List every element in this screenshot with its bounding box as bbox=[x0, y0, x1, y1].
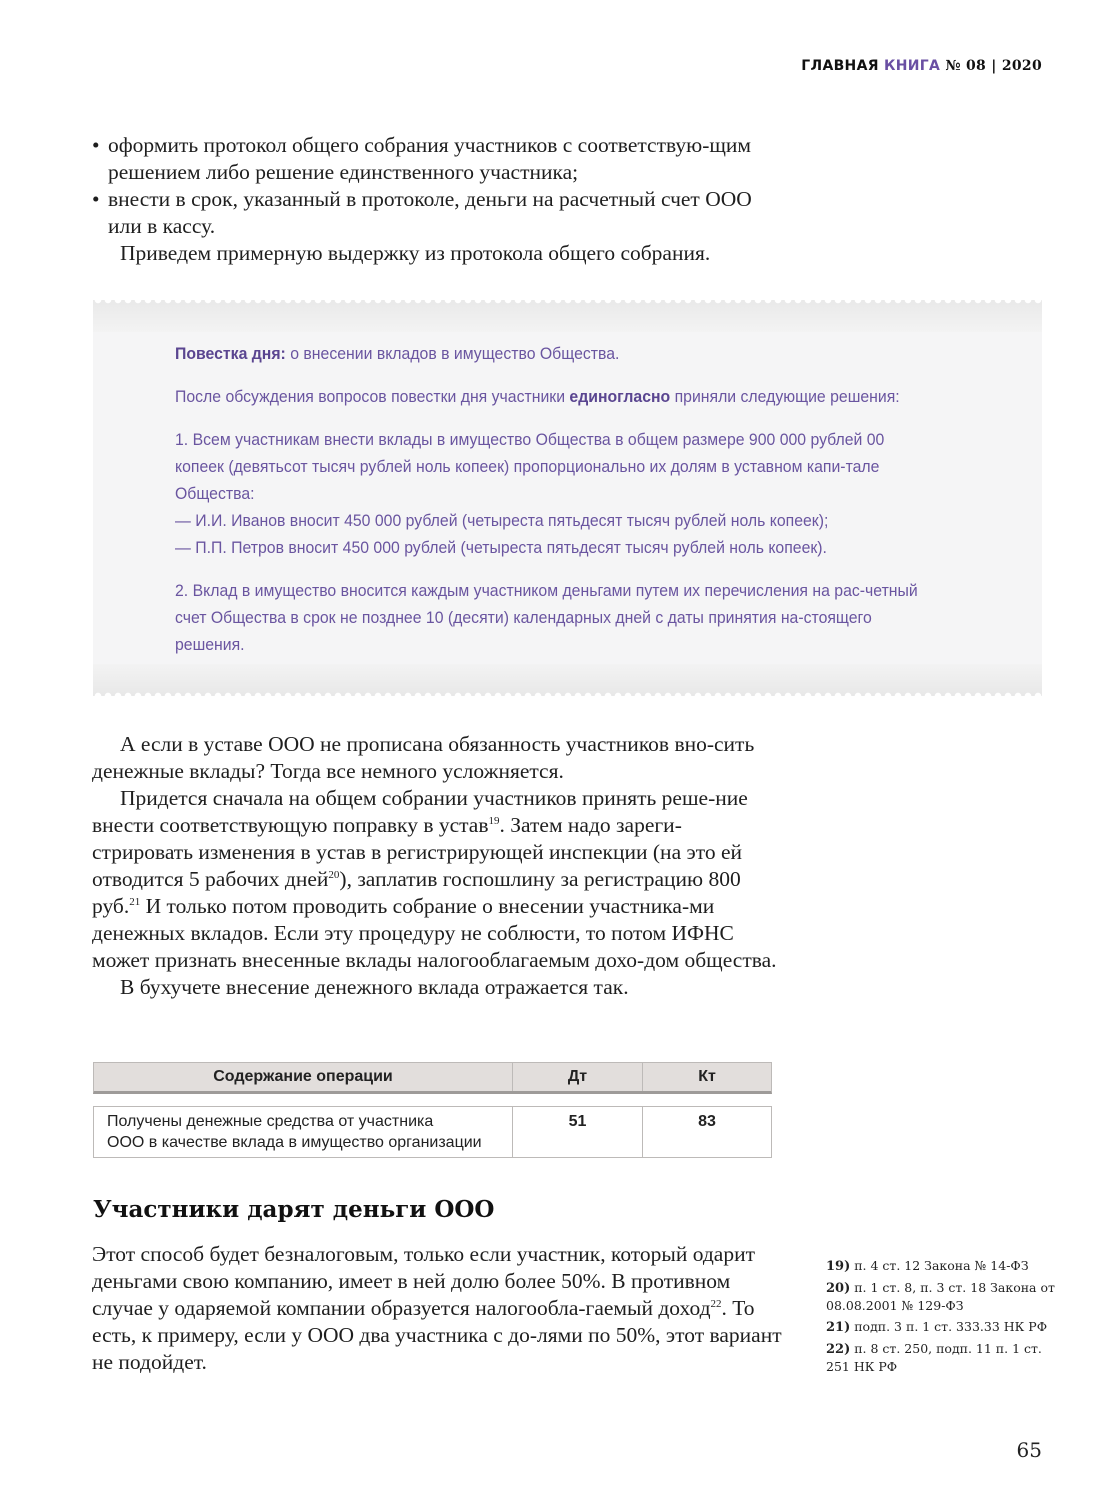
scalloped-edge-top bbox=[93, 300, 1042, 305]
page-number: 65 bbox=[1016, 1438, 1042, 1462]
footnote-ref-19[interactable]: 19 bbox=[488, 815, 500, 827]
footnote-text: подп. 3 п. 1 ст. 333.33 НК РФ bbox=[850, 1319, 1048, 1334]
unanimous-emphasis: единогласно bbox=[569, 387, 671, 406]
section-text-b: . То есть, к примеру, если у ООО два участника с до-лями по 50%, этот вариант не подойдет. bbox=[92, 1296, 782, 1374]
protocol-text bbox=[175, 340, 919, 674]
running-header bbox=[801, 58, 1042, 74]
footnote-22 bbox=[826, 1340, 1056, 1375]
discussion-text: После обсуждения вопросов повестки дня участники bbox=[175, 387, 570, 406]
cell-credit: 83 bbox=[698, 1113, 716, 1130]
paragraph-2 bbox=[92, 785, 782, 974]
table-header bbox=[93, 1062, 772, 1094]
protocol-excerpt-box bbox=[93, 300, 1042, 696]
section-paragraph bbox=[92, 1241, 782, 1376]
agenda-line bbox=[175, 340, 919, 367]
footnote-number: 20) bbox=[826, 1281, 851, 1296]
paragraph-1: А если в уставе ООО не прописана обязанность участников вно-сить денежные вклады? Тогда все немного усложняется. bbox=[92, 732, 755, 783]
footnote-ref-22[interactable]: 22 bbox=[710, 1298, 722, 1310]
bullet-item: • внести в срок, указанный в протоколе, деньги на расчетный счет ООО или в кассу. bbox=[92, 186, 782, 240]
brand-name-part1: ГЛАВНАЯ bbox=[801, 58, 879, 74]
footnote-text: п. 1 ст. 8, п. 3 ст. 18 Закона от 08.08.2001 № 129-ФЗ bbox=[826, 1280, 1055, 1313]
paragraph-3: В бухучете внесение денежного вклада отражается так. bbox=[120, 975, 629, 999]
decision-1-sub-petrov: — П.П. Петров вносит 450 000 рублей (четыреста пятьдесят тысяч рублей ноль копеек). bbox=[175, 538, 827, 557]
footnote-21 bbox=[826, 1318, 1056, 1336]
issue-number: № 08 | 2020 bbox=[945, 58, 1042, 74]
footnote-number: 21) bbox=[826, 1320, 851, 1335]
operation-line-1: Получены денежные средства от участника bbox=[107, 1113, 434, 1130]
footnote-text: п. 8 ст. 250, подп. 11 п. 1 ст. 251 НК РФ bbox=[826, 1341, 1042, 1374]
footnotes bbox=[826, 1257, 1056, 1379]
discussion-line bbox=[175, 383, 919, 410]
footnote-number: 19) bbox=[826, 1259, 851, 1274]
decision-1-text: 1. Всем участникам внести вклады в имущество Общества в общем размере 900 000 рублей 00 копеек (девятьсот тысяч рублей ноль копеек) пропорционально их долям в уставном капи-тале Общества: bbox=[175, 430, 885, 503]
paragraph-2-text-a: Придется сначала на общем собрании участников принять реше-ние внести соответствующую поправку в устав bbox=[92, 786, 748, 837]
table-row bbox=[93, 1106, 772, 1158]
footnote-19 bbox=[826, 1257, 1056, 1275]
header-debit: Дт bbox=[513, 1063, 643, 1091]
discussion-text-end: приняли следующие решения: bbox=[670, 387, 900, 406]
footnote-text: п. 4 ст. 12 Закона № 14-ФЗ bbox=[850, 1258, 1029, 1273]
decision-1-sub-ivanov: — И.И. Иванов вносит 450 000 рублей (четыреста пятьдесят тысяч рублей ноль копеек); bbox=[175, 511, 829, 530]
paragraph-2-text-d: И только потом проводить собрание о внесении участника-ми денежных вкладов. Если эту процедуру не соблюсти, то потом ИФНС может признать внесенные вклады налогооблагаемым дохо-дом общества. bbox=[92, 894, 777, 972]
agenda-label: Повестка дня: bbox=[175, 344, 286, 363]
agenda-text: о внесении вкладов в имущество Общества. bbox=[285, 344, 620, 363]
footnote-ref-21[interactable]: 21 bbox=[129, 896, 141, 908]
accounting-entries-table bbox=[93, 1062, 772, 1158]
paragraph-2-text-b: . Затем надо зареги-стрировать изменения в устав в регистрирующей инспекции (на это ей отводится 5 рабочих дней bbox=[92, 813, 742, 891]
bullet-list bbox=[92, 132, 782, 267]
footnote-ref-20[interactable]: 20 bbox=[328, 869, 340, 881]
cell-debit: 51 bbox=[513, 1107, 643, 1157]
cell-operation bbox=[94, 1107, 513, 1157]
paragraph-2-text-c: ), заплатив госпошлину за регистрацию 800 руб. bbox=[92, 867, 741, 918]
header-operation: Содержание операции bbox=[94, 1063, 513, 1091]
operation-line-2: ООО в качестве вклада в имущество организации bbox=[107, 1134, 482, 1151]
intro-paragraph: Приведем примерную выдержку из протокола общего собрания. bbox=[120, 241, 711, 265]
footnote-number: 22) bbox=[826, 1342, 851, 1357]
section-heading: Участники дарят деньги ООО bbox=[93, 1196, 495, 1223]
decision-item-2: 2. Вклад в имущество вносится каждым участником деньгами путем их перечисления на рас-четный счет Общества в срок не позднее 10 (десяти) календарных дней с даты принятия на-стоящего решения. bbox=[175, 581, 918, 654]
brand-name-part2: КНИГА bbox=[883, 58, 941, 74]
decision-item-1 bbox=[175, 426, 919, 561]
bullet-item: • оформить протокол общего собрания участников с соответствую-щим решением либо решение единственного участника; bbox=[92, 132, 782, 186]
header-credit: Кт bbox=[698, 1068, 716, 1085]
footnote-20 bbox=[826, 1279, 1056, 1314]
section-text-a: Этот способ будет безналоговым, только если участник, который одарит деньгами свою компанию, имеет в ней долю более 50%. В противном случае у одаряемой компании образуется налогообла-гаемый доход bbox=[92, 1242, 756, 1320]
main-body bbox=[92, 731, 782, 1001]
scalloped-edge-bottom bbox=[93, 691, 1042, 696]
